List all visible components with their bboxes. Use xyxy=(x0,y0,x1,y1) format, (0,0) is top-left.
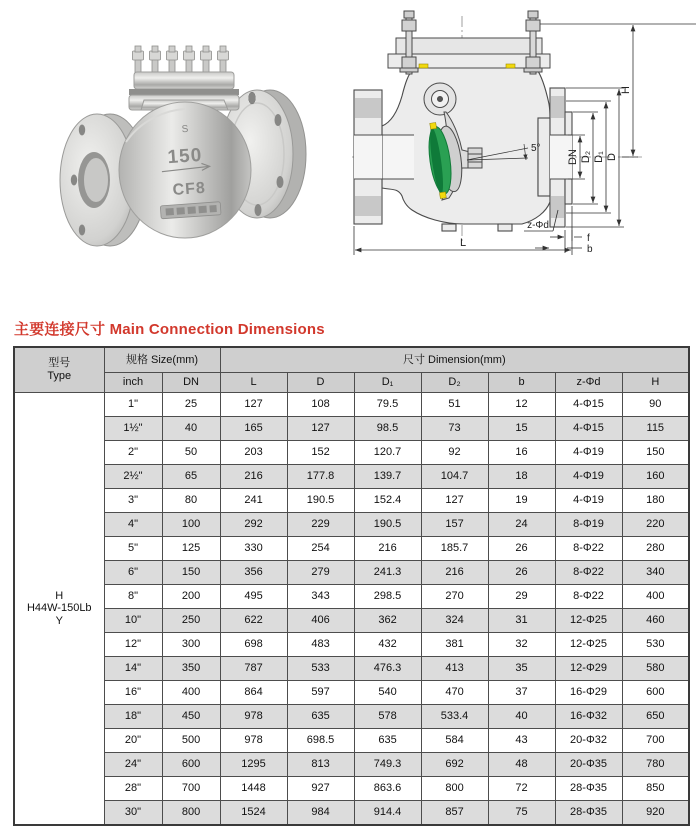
dimension-cell: 190.5 xyxy=(354,513,421,537)
dimension-cell: 6" xyxy=(104,561,162,585)
drawing-left-flange xyxy=(354,90,382,224)
dimension-cell: 25 xyxy=(162,393,220,417)
dimension-cell: 476.3 xyxy=(354,657,421,681)
dimension-cell: 292 xyxy=(220,513,287,537)
dimension-cell: 216 xyxy=(220,465,287,489)
table-row xyxy=(14,777,689,801)
valve-photo xyxy=(46,12,338,297)
dimension-cell: 324 xyxy=(421,609,488,633)
dimension-cell: 26 xyxy=(488,537,555,561)
dimension-cell: 12-Φ25 xyxy=(555,633,622,657)
dimension-cell: 12 xyxy=(488,393,555,417)
dimension-cell: 780 xyxy=(622,753,689,777)
dimension-cell: 406 xyxy=(287,609,354,633)
dimension-cell: 8-Φ22 xyxy=(555,537,622,561)
dimension-cell: 1½" xyxy=(104,417,162,441)
dimension-cell: 749.3 xyxy=(354,753,421,777)
dimension-cell: 533.4 xyxy=(421,705,488,729)
dimension-cell: 125 xyxy=(162,537,220,561)
dimension-cell: 3" xyxy=(104,489,162,513)
dimension-cell: 241 xyxy=(220,489,287,513)
label-z-phi-d: z-Φd xyxy=(527,220,549,231)
dimension-cell: 32 xyxy=(488,633,555,657)
dimension-cell: 578 xyxy=(354,705,421,729)
valve-type-model-line: H44W-150Lb xyxy=(26,602,92,615)
dimension-cell: 920 xyxy=(622,801,689,826)
dimension-cell: 180 xyxy=(622,489,689,513)
dimension-cell: 203 xyxy=(220,441,287,465)
dimension-cell: 104.7 xyxy=(421,465,488,489)
dimension-cell: 530 xyxy=(622,633,689,657)
dimension-cell: 28-Φ35 xyxy=(555,777,622,801)
dimension-cell: 157 xyxy=(421,513,488,537)
dimension-cell: 533 xyxy=(287,657,354,681)
dimension-cell: 14" xyxy=(104,657,162,681)
dimension-cell: 1448 xyxy=(220,777,287,801)
dimension-cell: 31 xyxy=(488,609,555,633)
dimension-cell: 700 xyxy=(162,777,220,801)
material-marking: CF8 xyxy=(172,179,207,199)
dimension-cell: 4-Φ19 xyxy=(555,441,622,465)
table-row xyxy=(14,705,689,729)
dimension-cell: 800 xyxy=(162,801,220,826)
dimension-cell: 622 xyxy=(220,609,287,633)
label-dn: DN xyxy=(567,149,579,165)
dimension-cell: 600 xyxy=(162,753,220,777)
figure-area xyxy=(0,0,700,302)
dimension-cell: 495 xyxy=(220,585,287,609)
label-d2: D₂ xyxy=(580,150,592,164)
dimension-cell: 850 xyxy=(622,777,689,801)
valve-type-cell xyxy=(14,393,104,826)
dimension-cell: 229 xyxy=(287,513,354,537)
dimension-cell: 8-Φ22 xyxy=(555,585,622,609)
col-header-h: H xyxy=(622,373,689,393)
dimension-cell: 279 xyxy=(287,561,354,585)
dimension-cell: 4-Φ19 xyxy=(555,489,622,513)
dimension-cell: 50 xyxy=(162,441,220,465)
dimension-cell: 120.7 xyxy=(354,441,421,465)
dimension-cell: 127 xyxy=(220,393,287,417)
dimension-cell: 65 xyxy=(162,465,220,489)
label-b: b xyxy=(587,244,593,255)
dimension-cell: 698 xyxy=(220,633,287,657)
dimension-cell: 12" xyxy=(104,633,162,657)
dimension-cell: 16-Φ32 xyxy=(555,705,622,729)
dimension-cell: 400 xyxy=(622,585,689,609)
type-header-en: Type xyxy=(47,370,72,382)
gasket-right xyxy=(506,64,515,68)
dimension-cell: 864 xyxy=(220,681,287,705)
dimension-cell: 165 xyxy=(220,417,287,441)
dimension-cell: 48 xyxy=(488,753,555,777)
dimension-cell: 100 xyxy=(162,513,220,537)
dimension-cell: 177.8 xyxy=(287,465,354,489)
dimension-cell: 927 xyxy=(287,777,354,801)
dimension-cell: 10" xyxy=(104,609,162,633)
dimension-cell: 15 xyxy=(488,417,555,441)
table-row xyxy=(14,561,689,585)
dimension-cell: 152.4 xyxy=(354,489,421,513)
dimension-cell: 220 xyxy=(622,513,689,537)
dimension-cell: 200 xyxy=(162,585,220,609)
col-header-d: D xyxy=(287,373,354,393)
dimension-cell: 300 xyxy=(162,633,220,657)
dimension-cell: 978 xyxy=(220,729,287,753)
dimension-cell: 356 xyxy=(220,561,287,585)
dimension-cell: 92 xyxy=(421,441,488,465)
dimension-cell: 18" xyxy=(104,705,162,729)
dimension-cell: 580 xyxy=(622,657,689,681)
dimension-cell: 150 xyxy=(622,441,689,465)
dimension-cell: 600 xyxy=(622,681,689,705)
dimension-cell: 12-Φ29 xyxy=(555,657,622,681)
dimension-cell: 1295 xyxy=(220,753,287,777)
dimension-cell: 20" xyxy=(104,729,162,753)
dimension-cell: 362 xyxy=(354,609,421,633)
section-title: 主要连接尺寸 Main Connection Dimensions xyxy=(14,321,325,338)
label-d1: D₁ xyxy=(593,151,605,163)
dimension-cell: 90 xyxy=(622,393,689,417)
table-row xyxy=(14,633,689,657)
dimension-cell: 340 xyxy=(622,561,689,585)
dimension-cell: 16-Φ29 xyxy=(555,681,622,705)
table-row xyxy=(14,417,689,441)
dimension-cell: 79.5 xyxy=(354,393,421,417)
dimension-cell: 4-Φ15 xyxy=(555,417,622,441)
dimension-cell: 72 xyxy=(488,777,555,801)
dimension-cell: 127 xyxy=(421,489,488,513)
dimension-cell: 8" xyxy=(104,585,162,609)
dimension-cell: 450 xyxy=(162,705,220,729)
dimension-cell: 241.3 xyxy=(354,561,421,585)
dimension-cell: 350 xyxy=(162,657,220,681)
dimension-cell: 863.6 xyxy=(354,777,421,801)
dimension-cell: 26 xyxy=(488,561,555,585)
dimension-cell: 28-Φ35 xyxy=(555,801,622,826)
table-row xyxy=(14,393,689,417)
dimension-cell: 597 xyxy=(287,681,354,705)
logo-mark: S xyxy=(181,123,189,136)
dimension-cell: 857 xyxy=(421,801,488,826)
dimension-cell: 12-Φ25 xyxy=(555,609,622,633)
dimension-cell: 139.7 xyxy=(354,465,421,489)
dimension-cell: 152 xyxy=(287,441,354,465)
dimension-cell: 8-Φ22 xyxy=(555,561,622,585)
dimension-cell: 8-Φ19 xyxy=(555,513,622,537)
dimension-cell: 4" xyxy=(104,513,162,537)
drawing-bonnet xyxy=(388,11,550,74)
table-row xyxy=(14,489,689,513)
dimension-cell: 692 xyxy=(421,753,488,777)
dimension-cell: 190.5 xyxy=(287,489,354,513)
dimension-cell: 16" xyxy=(104,681,162,705)
dimension-cell: 635 xyxy=(287,705,354,729)
col-header-d1: D₁ xyxy=(354,373,421,393)
col-header-inch: inch xyxy=(104,373,162,393)
dimension-cell: 29 xyxy=(488,585,555,609)
dimension-cell: 5" xyxy=(104,537,162,561)
table-row xyxy=(14,465,689,489)
dimension-cell: 127 xyxy=(287,417,354,441)
dimension-cell: 270 xyxy=(421,585,488,609)
dimension-cell: 18 xyxy=(488,465,555,489)
label-f: f xyxy=(587,233,590,244)
table-row xyxy=(14,585,689,609)
table-row xyxy=(14,753,689,777)
gasket-left xyxy=(419,64,428,68)
angle-label: 5° xyxy=(531,143,541,154)
dimension-cell: 460 xyxy=(622,609,689,633)
dimension-cell: 787 xyxy=(220,657,287,681)
dimension-cell: 813 xyxy=(287,753,354,777)
dimension-cell: 51 xyxy=(421,393,488,417)
dimension-cell: 216 xyxy=(354,537,421,561)
col-header-size: 规格 Size(mm) xyxy=(104,347,220,373)
type-header-zh: 型号 xyxy=(48,357,71,370)
dimension-cell: 800 xyxy=(421,777,488,801)
valve-type-model-line: Y xyxy=(55,614,63,627)
col-header-z-phi-d: z-Φd xyxy=(555,373,622,393)
dimension-cell: 1524 xyxy=(220,801,287,826)
dimension-cell: 216 xyxy=(421,561,488,585)
dimension-cell: 108 xyxy=(287,393,354,417)
dimension-cell: 160 xyxy=(622,465,689,489)
col-header-l: L xyxy=(220,373,287,393)
dimension-cell: 19 xyxy=(488,489,555,513)
dimension-cell: 540 xyxy=(354,681,421,705)
dimension-cell: 978 xyxy=(220,705,287,729)
dimension-cell: 984 xyxy=(287,801,354,826)
table-row xyxy=(14,441,689,465)
table-row xyxy=(14,513,689,537)
dimension-cell: 40 xyxy=(162,417,220,441)
dimension-cell: 298.5 xyxy=(354,585,421,609)
col-header-dimension: 尺寸 Dimension(mm) xyxy=(220,347,689,373)
dimension-cell: 75 xyxy=(488,801,555,826)
table-row xyxy=(14,681,689,705)
dimension-cell: 37 xyxy=(488,681,555,705)
valve-type-model-line: H xyxy=(55,589,64,602)
label-h: H xyxy=(620,86,632,94)
dimension-cell: 500 xyxy=(162,729,220,753)
dimension-cell: 24" xyxy=(104,753,162,777)
dimension-cell: 40 xyxy=(488,705,555,729)
dimension-cell: 20-Φ32 xyxy=(555,729,622,753)
table-row xyxy=(14,609,689,633)
dimension-cell: 330 xyxy=(220,537,287,561)
dimension-cell: 343 xyxy=(287,585,354,609)
dimension-cell: 700 xyxy=(622,729,689,753)
dimension-cell: 4-Φ19 xyxy=(555,465,622,489)
dimension-cell: 43 xyxy=(488,729,555,753)
dimension-cell: 2½" xyxy=(104,465,162,489)
label-l: L xyxy=(459,237,467,249)
dimensions-table xyxy=(13,346,690,826)
dimension-cell: 35 xyxy=(488,657,555,681)
dimension-cell: 400 xyxy=(162,681,220,705)
dimension-cell: 80 xyxy=(162,489,220,513)
dimension-cell: 185.7 xyxy=(421,537,488,561)
dimension-cell: 16 xyxy=(488,441,555,465)
dimension-cell: 635 xyxy=(354,729,421,753)
dimension-cell: 98.5 xyxy=(354,417,421,441)
dimension-cell: 470 xyxy=(421,681,488,705)
dimension-cell: 483 xyxy=(287,633,354,657)
col-header-b: b xyxy=(488,373,555,393)
col-header-type xyxy=(14,347,104,393)
dimension-cell: 28" xyxy=(104,777,162,801)
dimension-cell: 250 xyxy=(162,609,220,633)
dimension-cell: 650 xyxy=(622,705,689,729)
dimension-cell: 4-Φ15 xyxy=(555,393,622,417)
dimension-cell: 381 xyxy=(421,633,488,657)
dimension-cell: 115 xyxy=(622,417,689,441)
table-row xyxy=(14,537,689,561)
class-marking: 150 xyxy=(166,144,203,169)
dimension-cell: 914.4 xyxy=(354,801,421,826)
dimension-cell: 150 xyxy=(162,561,220,585)
dimension-cell: 698.5 xyxy=(287,729,354,753)
dimension-cell: 2" xyxy=(104,441,162,465)
dimension-cell: 30" xyxy=(104,801,162,826)
dimension-cell: 1" xyxy=(104,393,162,417)
dimension-cell: 73 xyxy=(421,417,488,441)
dimension-cell: 432 xyxy=(354,633,421,657)
col-header-dn: DN xyxy=(162,373,220,393)
valve-drawing xyxy=(352,0,700,278)
col-header-d2: D₂ xyxy=(421,373,488,393)
table-row xyxy=(14,801,689,826)
table-row xyxy=(14,657,689,681)
dimension-cell: 584 xyxy=(421,729,488,753)
dimension-cell: 254 xyxy=(287,537,354,561)
dimension-cell: 24 xyxy=(488,513,555,537)
table-row xyxy=(14,729,689,753)
dimension-cell: 413 xyxy=(421,657,488,681)
dimension-cell: 280 xyxy=(622,537,689,561)
dimension-cell: 20-Φ35 xyxy=(555,753,622,777)
label-d: D xyxy=(606,153,618,161)
